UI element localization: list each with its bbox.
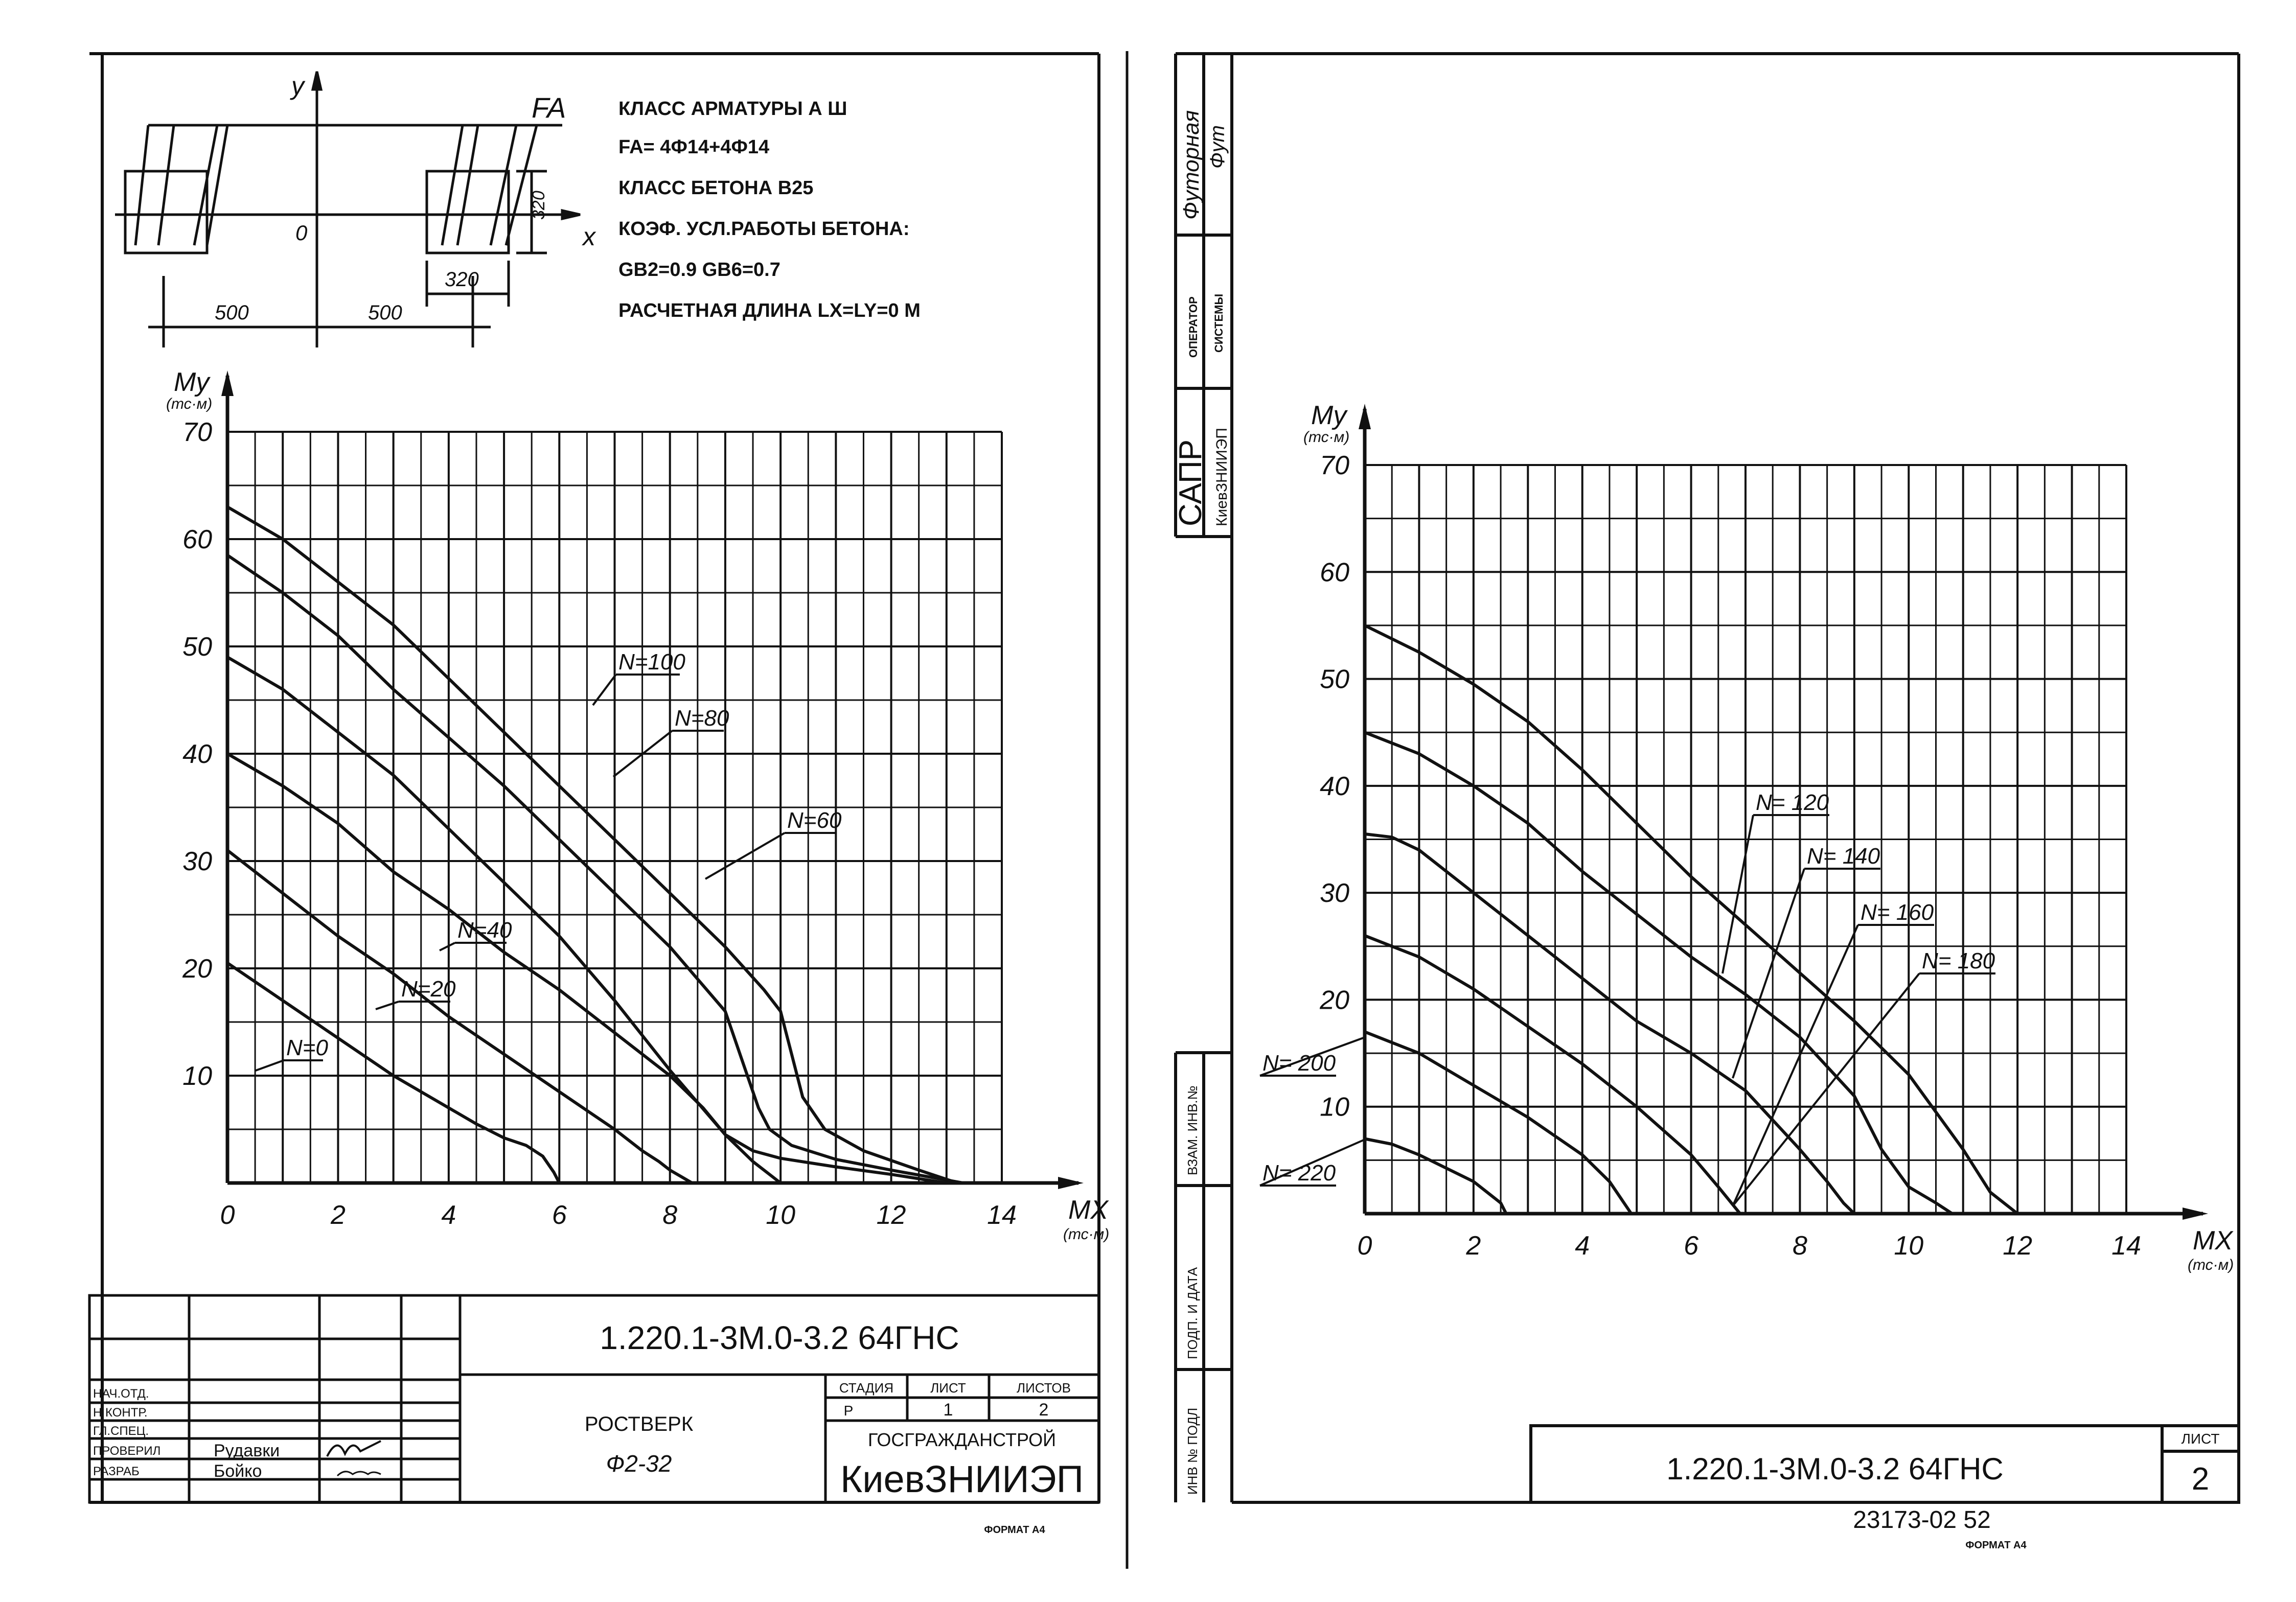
margin-inv: ИНВ № ПОДЛ	[1185, 1407, 1200, 1495]
series-label-leader	[440, 943, 455, 950]
series-label-leader	[705, 833, 785, 879]
note-length: РАСЧЕТНАЯ ДЛИНА LX=LY=0 M	[618, 300, 921, 321]
x-tick-label: 8	[1792, 1231, 1807, 1261]
x-axis-unit: (тс·м)	[2188, 1257, 2234, 1273]
y-tick-label: 40	[1320, 771, 1349, 801]
series-label: N=20	[401, 977, 456, 1002]
sheet-value-left: 1	[943, 1400, 953, 1420]
series-label: N= 120	[1756, 790, 1829, 815]
dim-500-left: 500	[215, 301, 249, 324]
y-tick-label: 70	[1320, 451, 1349, 480]
role-norm-control: Н КОНТР.	[93, 1406, 148, 1420]
series-label: N=60	[787, 808, 842, 833]
right-interaction-chart	[1260, 401, 2234, 1273]
y-tick-label: 50	[1320, 664, 1349, 694]
series-line-n180	[1365, 936, 1740, 1214]
dim-500-right: 500	[368, 301, 402, 324]
series-label: N=100	[618, 649, 685, 675]
y-tick-label: 10	[182, 1061, 212, 1091]
signature-checked	[327, 1441, 381, 1456]
x-tick-label: 12	[876, 1200, 906, 1230]
series-label: N=0	[286, 1035, 328, 1060]
y-axis-title: My	[174, 367, 210, 397]
role-chief-spec: ГЛ.СПЕЦ.	[93, 1424, 149, 1438]
sapr-org: КиевЗНИИЭП	[1213, 428, 1230, 526]
side-operator: ОПЕРАТОР	[1187, 296, 1200, 358]
y-axis-arrow	[1359, 404, 1371, 429]
y-tick-label: 20	[182, 954, 212, 984]
series-label-leader	[256, 1060, 284, 1071]
y-axis-unit: (тс·м)	[166, 396, 213, 412]
x-tick-label: 12	[2003, 1231, 2033, 1261]
left-interaction-chart	[166, 367, 1109, 1243]
series-label-leader	[1733, 973, 1919, 1206]
y-tick-label: 70	[182, 417, 212, 447]
series-label: N= 180	[1922, 948, 1995, 973]
series-line-n140	[1365, 732, 1952, 1214]
y-axis-arrow	[221, 370, 234, 396]
x-axis-label: x	[583, 222, 595, 251]
sapr-label: САПР	[1173, 439, 1208, 526]
format-label-right: ФОРМАТ А4	[1965, 1540, 2027, 1551]
signature-developed	[337, 1472, 381, 1476]
section-labels	[215, 72, 596, 324]
y-axis-title: My	[1311, 401, 1347, 430]
margin-vzam: ВЗАМ. ИНВ.№	[1185, 1085, 1200, 1175]
origin-label: 0	[295, 221, 308, 245]
role-developed: РАЗРАБ	[93, 1465, 140, 1478]
x-tick-label: 4	[441, 1200, 456, 1230]
y-tick-label: 10	[1320, 1092, 1349, 1122]
series-label-leader	[376, 1002, 399, 1009]
doc-code-left: 1.220.1-3М.0-3.2 64ГНС	[600, 1319, 959, 1356]
role-head-dept: НАЧ.ОТД.	[93, 1387, 149, 1401]
grid	[1365, 465, 2126, 1214]
note-concrete-class: КЛАСС БЕТОНА В25	[618, 177, 814, 199]
side-name-1: Футорная	[1179, 110, 1204, 220]
x-tick-label: 0	[220, 1200, 235, 1230]
series-line-n220	[1365, 1139, 1506, 1214]
y-tick-label: 30	[182, 847, 212, 876]
format-label-left: ФОРМАТ А4	[984, 1524, 1045, 1536]
x-axis-arrow	[2183, 1208, 2208, 1220]
x-axis-unit: (тс·м)	[1063, 1226, 1110, 1243]
role-checked: ПРОВЕРИЛ	[93, 1444, 161, 1458]
y-tick-label: 60	[182, 525, 212, 554]
x-tick-label: 0	[1357, 1231, 1372, 1261]
y-tick-label: 50	[182, 632, 212, 662]
margin-podp: ПОДП. И ДАТА	[1185, 1267, 1200, 1359]
stamp-number: 23173-02 52	[1853, 1506, 1991, 1534]
sheet-header-left: ЛИСТ	[930, 1380, 966, 1396]
y-tick-label: 30	[1320, 878, 1349, 909]
right-title-block-text	[1666, 1431, 2219, 1551]
spec-notes	[618, 98, 921, 321]
sheet-value-right: 2	[2191, 1461, 2210, 1497]
y-tick-label: 60	[1320, 558, 1349, 588]
org-gosgrazhdanstroy: ГОСГРАЖДАНСТРОЙ	[867, 1429, 1057, 1450]
x-tick-label: 2	[330, 1200, 346, 1230]
x-axis-title: MX	[2193, 1226, 2233, 1256]
side-name-2: Фут	[1206, 125, 1229, 169]
stage-header: СТАДИЯ	[839, 1380, 894, 1396]
sheets-header: ЛИСТОВ	[1017, 1380, 1071, 1396]
y-tick-label: 40	[182, 739, 212, 769]
series-label: N= 220	[1262, 1160, 1336, 1186]
series-line-n200	[1365, 1032, 1632, 1214]
y-axis-label: y	[291, 72, 304, 100]
x-axis-arrow	[1058, 1177, 1084, 1189]
y-axis-unit: (тс·м)	[1303, 429, 1350, 446]
fa-label: FA	[532, 91, 566, 124]
name-checked: Рудавки	[214, 1441, 280, 1460]
dim-320-horizontal: 320	[445, 268, 479, 291]
x-tick-label: 10	[766, 1200, 796, 1230]
sheet-header-right: ЛИСТ	[2181, 1431, 2220, 1447]
x-tick-label: 2	[1466, 1231, 1481, 1261]
x-axis-title: MX	[1068, 1195, 1108, 1225]
x-tick-label: 10	[1894, 1231, 1924, 1261]
grid	[227, 432, 1002, 1183]
right-side-stamp	[1173, 110, 1230, 1495]
x-tick-label: 6	[552, 1200, 567, 1230]
sheets-value: 2	[1039, 1400, 1049, 1420]
note-gb: GB2=0.9 GB6=0.7	[618, 259, 780, 281]
name-developed: Бойко	[214, 1461, 262, 1481]
x-tick-label: 8	[662, 1200, 678, 1230]
doc-code-right: 1.220.1-3М.0-3.2 64ГНС	[1666, 1452, 2004, 1486]
y-tick-label: 20	[1320, 985, 1349, 1015]
series-label: N= 200	[1262, 1051, 1336, 1076]
series-label-leader	[1733, 869, 1804, 1078]
note-fa: FA= 4Ф14+4Ф14	[618, 136, 770, 158]
series-label: N= 160	[1861, 900, 1934, 925]
cross-section-sketch	[115, 72, 580, 347]
series-label: N=40	[457, 918, 512, 943]
side-system: СИСТЕМЫ	[1212, 293, 1225, 353]
series-line-n100	[227, 507, 957, 1183]
note-coef: КОЭФ. УСЛ.РАБОТЫ БЕТОНА:	[618, 218, 910, 240]
item-code: Ф2-32	[606, 1450, 672, 1477]
x-tick-label: 4	[1575, 1231, 1590, 1261]
item-name: РОСТВЕРК	[584, 1413, 694, 1435]
x-tick-label: 6	[1684, 1231, 1699, 1261]
stage-value: Р	[843, 1403, 854, 1419]
series-label: N=80	[675, 706, 729, 731]
dim-320-vertical: 320	[529, 191, 548, 220]
org-kievzniiep-left: КиевЗНИИЭП	[840, 1458, 1084, 1500]
series-label: N= 140	[1807, 844, 1880, 869]
note-rebar-class: КЛАСС АРМАТУРЫ А Ш	[618, 98, 847, 120]
x-tick-label: 14	[2111, 1231, 2141, 1261]
x-tick-label: 14	[987, 1200, 1017, 1230]
